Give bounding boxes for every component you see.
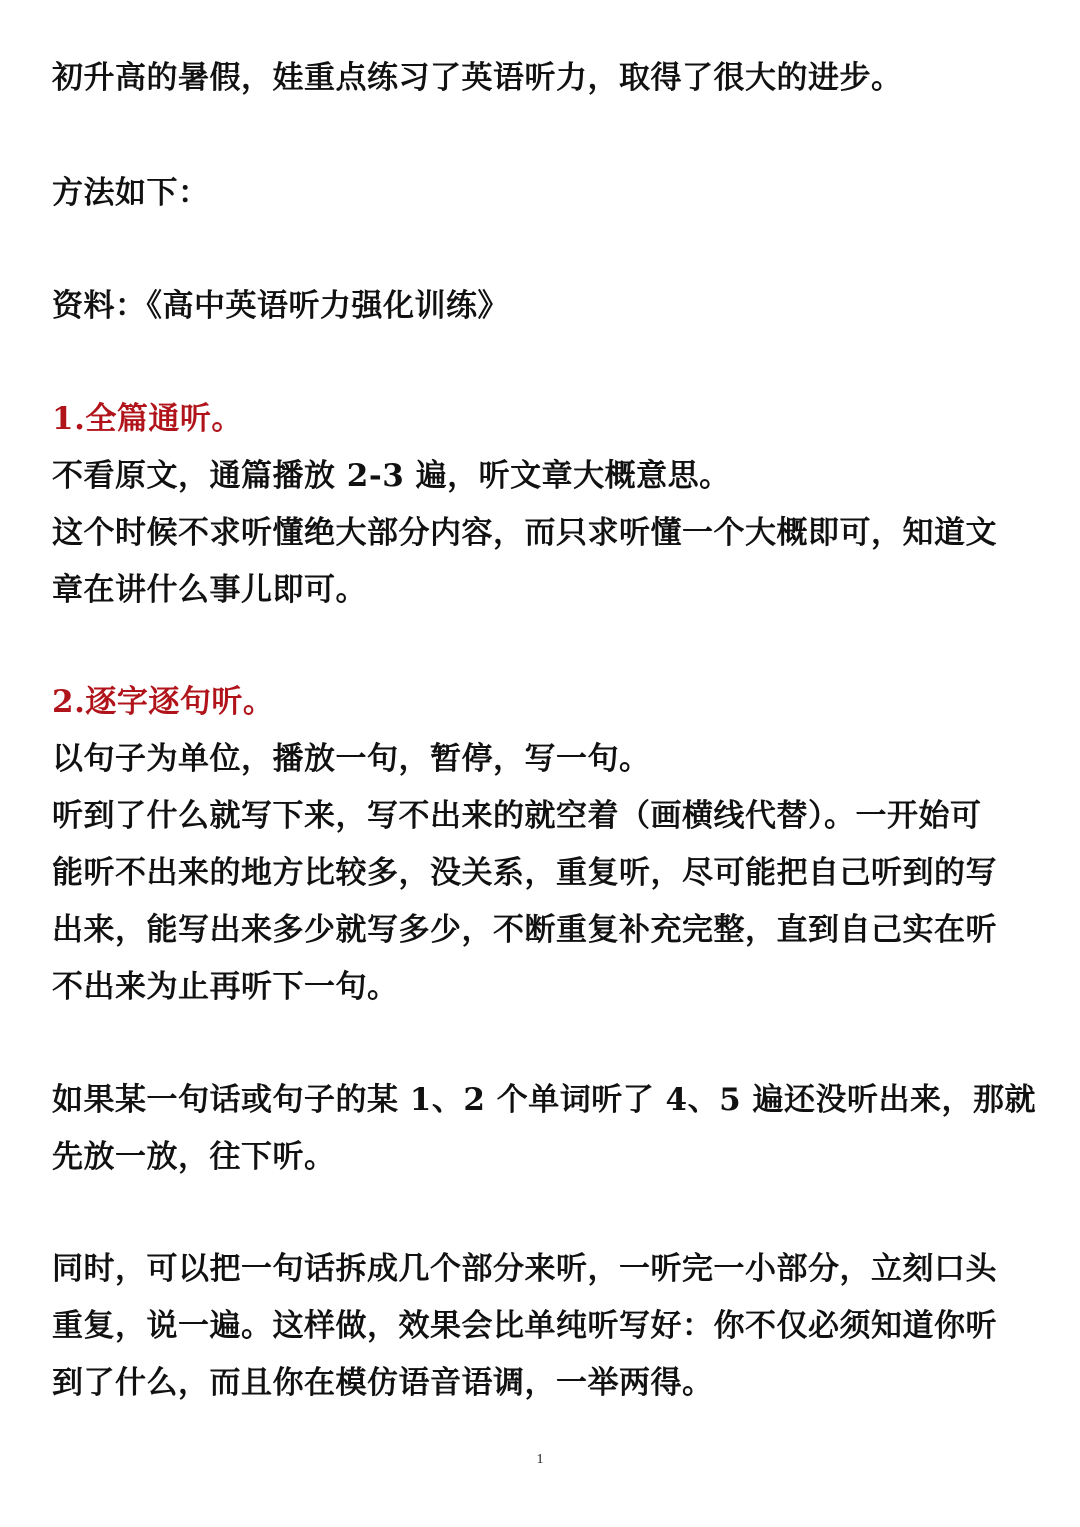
section-2-line: 听到了什么就写下来，写不出来的就空着（画横线代替）。一开始可 — [52, 798, 982, 834]
intro-line: 初升高的暑假，娃重点练习了英语听力，取得了很大的进步。 — [52, 60, 903, 96]
method-label: 方法如下： — [52, 175, 210, 211]
section-2-heading: 2.逐字逐句听。 — [52, 684, 275, 720]
section-2-line: 不出来为止再听下一句。 — [52, 969, 399, 1005]
paragraph-3-line: 先放一放，往下听。 — [52, 1139, 336, 1175]
section-1-line: 章在讲什么事儿即可。 — [52, 572, 367, 608]
section-2-line: 能听不出来的地方比较多，没关系，重复听，尽可能把自己听到的写 — [52, 855, 997, 891]
paragraph-3-line: 如果某一句话或句子的某 1、2 个单词听了 4、5 遍还没听出来，那就 — [52, 1082, 1036, 1118]
section-1-heading: 1.全篇通听。 — [52, 401, 243, 437]
section-1-line: 这个时候不求听懂绝大部分内容，而只求听懂一个大概即可，知道文 — [52, 515, 997, 551]
section-1-line: 不看原文，通篇播放 2-3 遍，听文章大概意思。 — [52, 458, 731, 494]
section-2-line: 以句子为单位，播放一句，暂停，写一句。 — [52, 741, 651, 777]
material-line: 资料：《高中英语听力强化训练》 — [52, 288, 509, 324]
paragraph-4-line: 到了什么，而且你在模仿语音语调，一举两得。 — [52, 1365, 714, 1401]
paragraph-4-line: 重复，说一遍。这样做，效果会比单纯听写好：你不仅必须知道你听 — [52, 1308, 997, 1344]
page-number: 1 — [536, 1452, 544, 1467]
paragraph-4-line: 同时，可以把一句话拆成几个部分来听，一听完一小部分，立刻口头 — [52, 1251, 997, 1287]
section-2-line: 出来，能写出来多少就写多少，不断重复补充完整，直到自己实在听 — [52, 912, 997, 948]
